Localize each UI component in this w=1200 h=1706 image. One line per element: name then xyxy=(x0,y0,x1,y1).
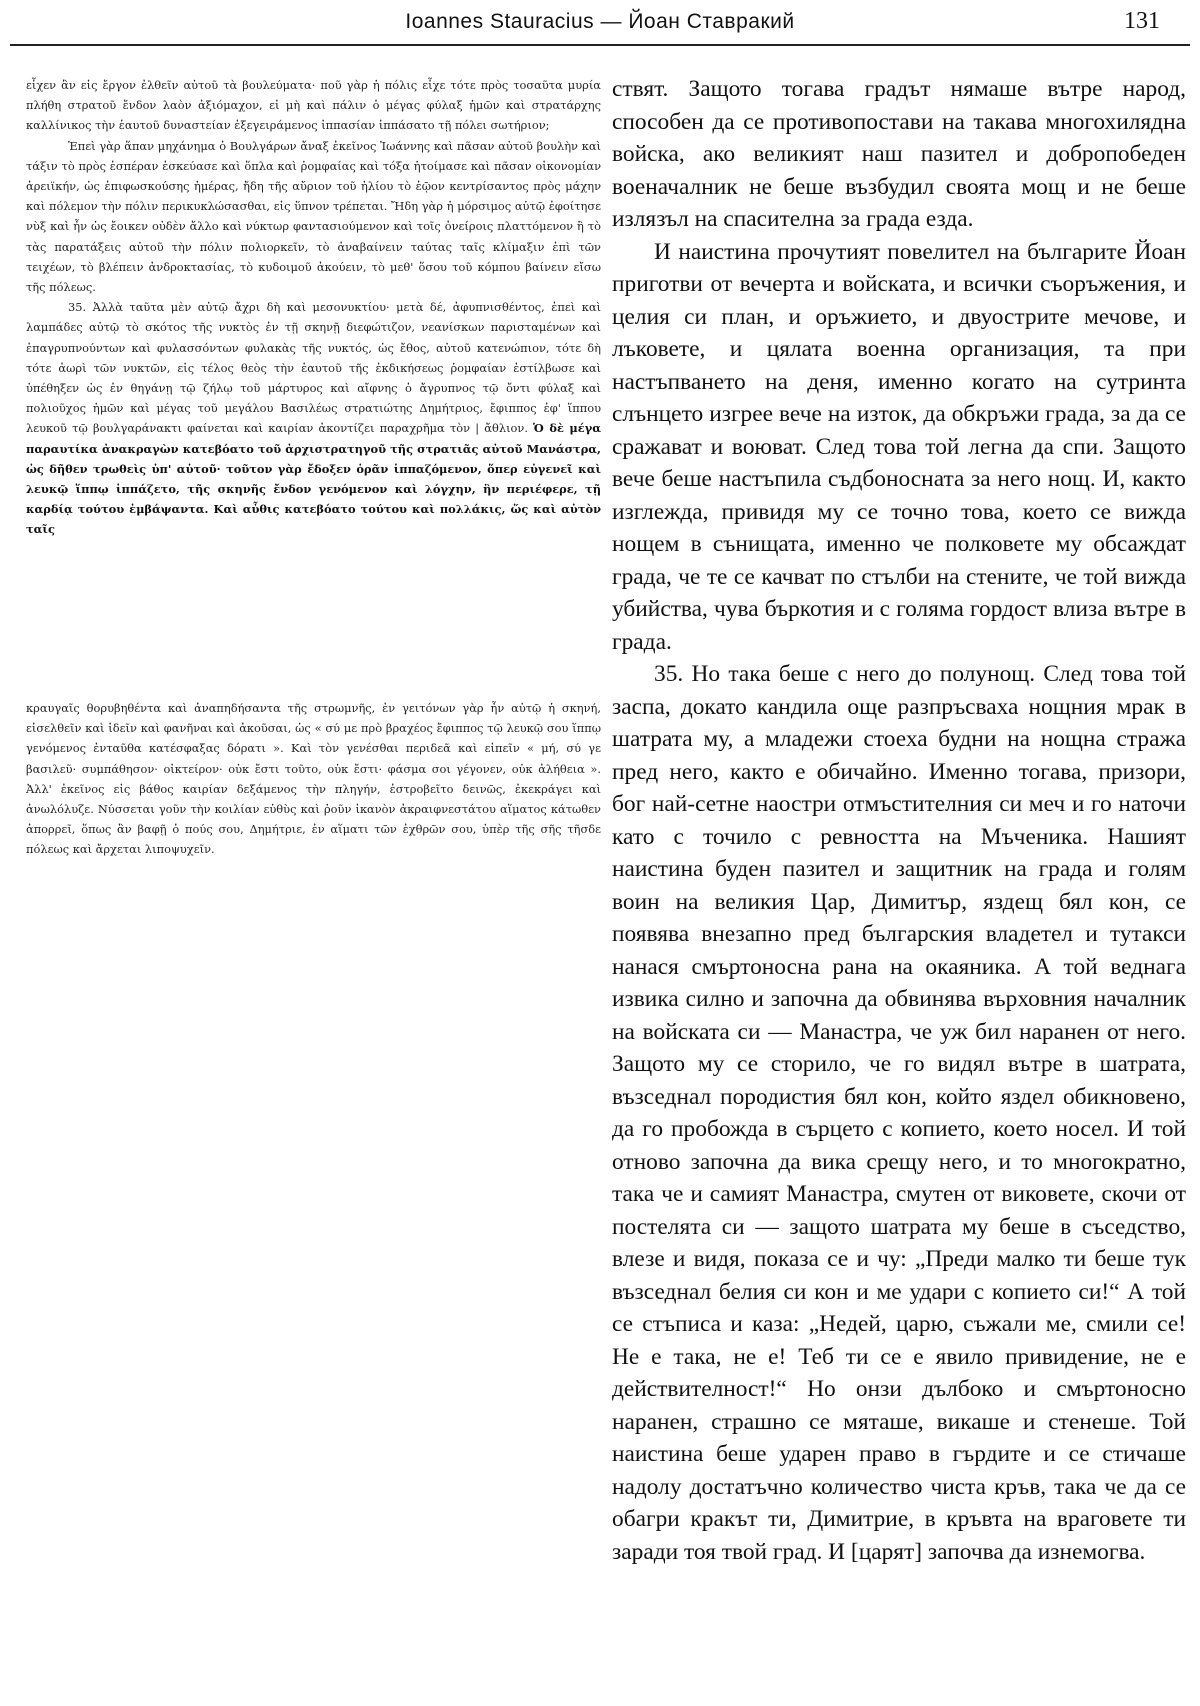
bulgarian-translation-column xyxy=(612,73,1186,1568)
page-number: 131 xyxy=(1124,8,1160,34)
bulgarian-paragraph: И наистина прочутият повелител на българите Йоан приготви от вечерта и войската, и всички съоръжения, и целия си план, и оръжието, и двуострите мечове, и лъковете, и цялата военна организация, та при настъпването на деня, именно когато на сутринта слънцето изгрее вече на изток, да обкръжи града, за да се сражават и воюват. След това той легна да спи. Защото вече беше настъпила съдбоносната за него нощ. И, както изглежда, привидя му се точно това, което се вижда нощем в сънищата, именно че полковете му обсаждат града, че те се качват по стълби на стените, че той вижда убийства, чува бъркотия и с голяма гордост влиза вътре в града. xyxy=(612,238,1186,655)
bulgarian-paragraph: ствят. Защото тогава градът нямаше вътре народ, способен да се противопостави на такава многохилядна войска, ако великият наш пазител и добропобеден военачалник не беше възбудил своята мощ и не беше излязъл на спасителна за града езда. xyxy=(612,76,1186,232)
greek-paragraph: κραυγαῖς θορυβηθέντα καὶ ἀναπηδήσαντα τῆς στρωμνῆς, ἐν γειτόνων γὰρ ἦν αὐτῷ ἡ σκηνή, εἰσελθεῖν καὶ ἰδεῖν καὶ φανῆναι καὶ ἀκοῦσαι, ὡς « σύ με πρὸ βραχέος ἔφιππος τῷ λευκῷ σου ἵππῳ γενόμενος ἐνταῦθα κατέσφαξας δόρατι ». Καὶ τὸν γενέσθαι περιδεᾶ καὶ εἰπεῖν « μή, σύ γε βασιλεῦ· συμπάθησον· οἰκτείρον· οὐκ ἔστι τοῦτο, οὐκ ἔστι· φάσμα σοι γέγονεν, οὐκ ἀλήθεια ». Ἀλλ' ἐκεῖνος εἰς βάθος καιρίαν δεξάμενος τὴν πληγήν, ἐστροβεῖτο δεινῶς, ἐκεκράγει καὶ ἀνωλόλυζε. Νύσσεται γοῦν τὴν κοιλίαν εὐθὺς καὶ ῥοῦν ἱκανὸν ἀκραιφνεστάτου αἵματος κάτωθεν ἀπορρεῖ, ὅπως ἂν βαφῇ ὁ πούς σου, Δημήτριε, ἐν αἵματι τῶν ἐχθρῶν σου, ὑπὲρ τῆς σῆς τῆσδε πόλεως καὶ ἄρχεται λιποψυχεῖν. xyxy=(26,701,601,857)
greek-paragraph-35-part-b: Ὁ δὲ μέγα παραυτίκα ἀνακραγὼν κατεβόατο τοῦ ἀρχιστρατηγοῦ τῆς στρατιᾶς αὐτοῦ Μανάστρα, ὡς δῆθεν τρωθεὶς ὑπ' αὐτοῦ· τοῦτον γὰρ ἔδοξεν ὁρᾶν ἱππαζόμενον, ὅπερ εὐγενεῖ καὶ λευκῷ ἵππῳ ἱππάζετο, τῆς σκηνῆς ἔνδον γενόμενον καὶ λόγχην, ἣν περιέφερε, τῇ καρδίᾳ τούτου ἐμβάψαντα. Καὶ αὖθις κατεβόατο τούτου καὶ πολλάκις, ὥς καὶ αὐτὸν ταῖς xyxy=(26,421,601,537)
greek-paragraph-35-part-a: 35. Ἀλλὰ ταῦτα μὲν αὐτῷ ἄχρι δὴ καὶ μεσονυκτίου· μετὰ δέ, ἀφυπνισθέντος, ἐπεὶ καὶ λαμπάδες αὐτῷ τὸ σκότος τῆς νυκτὸς ἐν τῇ σκηνῇ διεφώτιζον, νεανίσκων παρισταμένων καὶ ἐπαγρυπνούντων καὶ φυλασσόντων φυλακὰς τῆς νυκτός, ὡς ἔθος, αὐτοῦ κατενώπιον, τότε δὴ τότε ἀωρὶ τῶν νυκτῶν, εἰς τέλος θεὸς τὴν ἑαυτοῦ τῆς ἐκδικήσεως ῥομφαίαν ἐστίλβωσε καὶ ὑπέθηξεν ὡς ἐν θηγάνῃ τῷ ζήλῳ τοῦ μάρτυρος καὶ αἴφνης ὁ ἄγρυπνος τῷ ὄντι φύλαξ καὶ πολιοῦχος ἡμῶν καὶ μέγας τοῦ μεγάλου Βασιλέως στρατιώτης Δημήτριος, ἔφιππος ἐφ' ἵππου λευκοῦ τῷ βουλγαράνακτι φαίνεται καὶ καιρίαν ἀκοντίζει παραχρῆμα τὸν | ἄθλιον. xyxy=(26,300,601,436)
running-head-title: Ioannes Stauracius — Йоан Ставракий xyxy=(405,10,795,33)
greek-text-column xyxy=(26,75,601,540)
greek-text-continuation xyxy=(26,698,601,860)
running-head xyxy=(10,4,1190,46)
greek-paragraph-35 xyxy=(26,297,601,539)
bulgarian-paragraph-35: 35. Но така беше с него до полунощ. След това той заспа, докато кандила още разпръсваха нощния мрак в шатрата му, а младежи стоеха будни на нощна стража пред него, както е обичайно. Именно тогава, призори, бог най-сетне наостри отмъстителния си меч и го наточи като с точило с ревността на Мъченика. Нашият наистина буден пазител и защитник на града и голям воин на великия Цар, Димитър, яздещ бял кон, се появява внезапно пред българския владетел и тутакси нанася смъртоносна рана на окаяника. А той веднага извика силно и започна да обвинява върховния началник на войската си — Манастра, че уж бил наранен от него. Защото му се сторило, че го видял вътре в шатрата, възседнал породистия бял кон, който яздел обикновено, да го пробожда в сърцето с копието, което носел. И той отново започна да вика срещу него, и то многократно, така че и самият Манастра, смутен от виковете, скочи от постелята си — защото шатрата му беше в съседство, влезе и видя, показа се и чу: „Преди малко ти беше тук възседнал белия си кон и ме удари с копието си!“ А той се стъписа и каза: „Недей, царю, съжали ме, смили се! Не е така, не е! Теб ти се е явило привидение, не е действителност!“ Но онзи дълбоко и смъртоносно наранен, страшно се мяташе, викаше и стенеше. Той наистина беше ударен право в гърдите и се стичаше надолу достатъчно количество чиста кръв, така че да се обагри кракът ти, Димитрие, в кръвта на враговете ти заради тоя твой град. И [царят] започва да изнемогва. xyxy=(612,661,1186,1565)
greek-paragraph: εἶχεν ἂν εἰς ἔργον ἐλθεῖν αὐτοῦ τὰ βουλεύματα· ποῦ γὰρ ἡ πόλις εἶχε τότε πρὸς τοσαῦτα μυρία πλήθη στρατοῦ ἔνδον λαὸν ἀξιόμαχον, εἰ μὴ καὶ πάλιν ὁ μέγας φύλαξ ἡμῶν καὶ στρατάρχης καλλίνικος τὴν ἑαυτοῦ δυναστείαν ἐξεγειράμενος ἱππασίαν ἱππάσατο τῇ πόλει σωτήριον; xyxy=(26,78,601,133)
greek-paragraph: Ἐπεὶ γὰρ ἅπαν μηχάνημα ὁ Βουλγάρων ἄναξ ἐκεῖνος Ἰωάννης καὶ πᾶσαν αὐτοῦ βουλὴν καὶ τάξιν τὸ πρὸς ἑσπέραν ἐσκεύασε καὶ ὅπλα καὶ ῥομφαίας καὶ τόξα ἡτοίμασε καὶ πᾶσαν οἰκονομίαν ἀρειϊκήν, ὡς ἐπιφωσκούσης ἡμέρας, ἤδη τῆς αὔριον τοῦ ἡλίου τὸ ἑῷον κεντρίσαντος πρὸς μάχην καὶ πόλεμον τὴν πόλιν περικυκλώσασθαι, εἰς ὕπνον τρέπεται. Ἤδη γὰρ ἡ μόρσιμος αὐτῷ ἐφοίτησε νὺξ καὶ ἦν ὡς ἔοικεν οὐδὲν ἄλλο καὶ νύκτωρ φαντασιούμενον καὶ τοῖς ὀνείροις πλαττόμενον ἢ τὸ τὰς παρατάξεις αὐτοῦ τὴν πόλιν πολιορκεῖν, τὸ ἀναβαίνειν ταύτας ταῖς κλίμαξιν ἐπὶ τῶν τειχέων, τὸ βλέπειν ἀνδροκτασίας, τὸ κυδοιμοῦ ἀκούειν, τὸ μεθ' ὅσου τοῦ κόμπου βαίνειν εἴσω τῆς πόλεως. xyxy=(26,138,601,295)
